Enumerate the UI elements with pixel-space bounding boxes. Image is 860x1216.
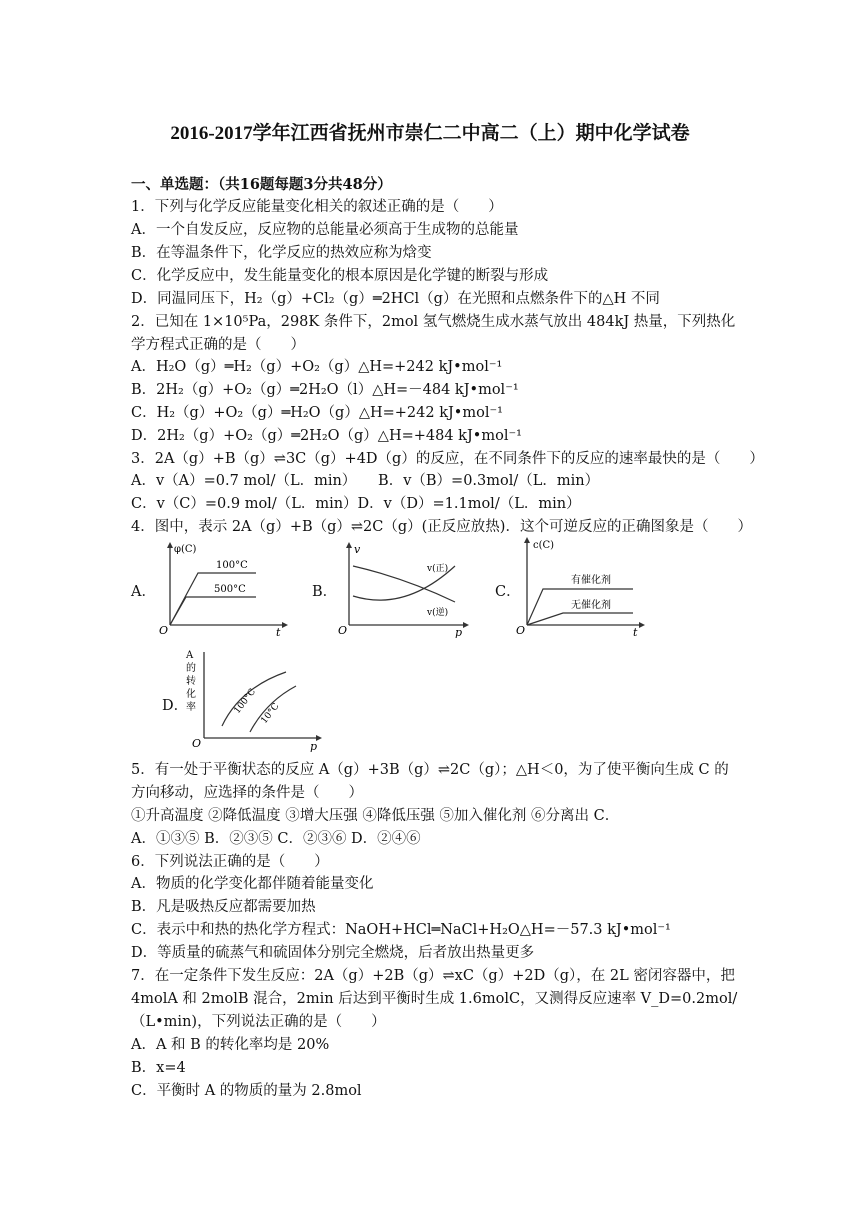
figure-b-label-reverse: v(逆)	[427, 608, 449, 618]
figure-d-xlabel: p	[310, 740, 318, 752]
figure-b-label-forward: v(正)	[427, 564, 449, 574]
figure-d-ylabel-1: A	[186, 650, 194, 661]
figure-a-curve-100	[170, 573, 256, 625]
figure-d-ylabel-4: 化	[186, 689, 196, 700]
q5-stem: 5．有一处于平衡状态的反应 A（g）+3B（g）⇌2C（g）；△H＜0，为了使平衡向生成 C 的	[131, 762, 729, 778]
figure-d-ylabel-2: 的	[186, 663, 196, 674]
q7-option-c: C．平衡时 A 的物质的量为 2.8mol	[131, 1083, 362, 1099]
figure-b-graph	[335, 540, 475, 638]
q2-option-a: A．H₂O（g）═H₂（g）+O₂（g）△H=+242 kJ•mol⁻¹	[131, 359, 503, 375]
figure-a-label-100: 100°C	[216, 560, 248, 571]
q7-stem: 7．在一定条件下发生反应：2A（g）+2B（g）⇌xC（g）+2D（g），在 2L 密闭容器中，把	[131, 968, 735, 984]
q2-option-c: C．H₂（g）+O₂（g）═H₂O（g）△H=+242 kJ•mol⁻¹	[131, 405, 503, 421]
q2-option-d: D．2H₂（g）+O₂（g）═2H₂O（g）△H=+484 kJ•mol⁻¹	[131, 428, 522, 444]
q4-stem: 4．图中，表示 2A（g）+B（g）⇌2C（g）(正反应放热)．这个可逆反应的正确图象是（ ）	[131, 519, 752, 535]
q3-stem: 3．2A（g）+B（g）⇌3C（g）+4D（g）的反应，在不同条件下的反应的速率最快的是（ ）	[131, 451, 764, 467]
figure-c-xlabel: t	[633, 626, 638, 638]
figure-d-graph	[180, 648, 328, 752]
figure-a-label-500: 500°C	[214, 584, 246, 595]
figure-c-curve-no-catalyst	[527, 613, 633, 625]
q5-options: A．①③⑤ B．②③⑤ C．②③⑥ D．②④⑥	[131, 831, 421, 847]
q6-option-c: C．表示中和热的热化学方程式：NaOH+HCl═NaCl+H₂O△H=－57.3 kJ•mol⁻¹	[131, 922, 671, 938]
figure-b-xlabel: p	[455, 626, 463, 638]
q4-option-c-label: C．	[495, 584, 521, 600]
figure-d-label-100: 100°C	[232, 687, 258, 716]
q5-stem-cont: 方向移动，应选择的条件是（ ）	[131, 785, 363, 801]
exam-title: 2016-2017学年江西省抚州市崇仁二中高二（上）期中化学试卷	[170, 123, 690, 144]
q7-option-b: B．x=4	[131, 1060, 186, 1076]
figure-d-label-10: 10°C	[259, 701, 282, 726]
q1-option-b: B．在等温条件下，化学反应的热效应称为焓变	[131, 245, 432, 261]
figure-c-label-no-catalyst: 无催化剂	[571, 600, 611, 611]
q4-option-a-label: A．	[131, 584, 156, 600]
figure-a-xlabel: t	[276, 626, 281, 638]
q6-option-a: A．物质的化学变化都伴随着能量变化	[131, 876, 374, 892]
figure-a-ylabel: φ(C)	[174, 544, 197, 555]
q7-option-a: A．A 和 B 的转化率均是 20%	[131, 1037, 330, 1053]
figure-d-ylabel-5: 率	[186, 702, 196, 713]
q1-stem: 1．下列与化学反应能量变化相关的叙述正确的是（ ）	[131, 199, 503, 215]
figure-a-graph	[150, 540, 290, 638]
q7-stem-cont2: （L•min)，下列说法正确的是（ ）	[131, 1014, 386, 1030]
q4-option-d-label: D．	[162, 698, 189, 714]
q1-option-a: A．一个自发反应，反应物的总能量必须高于生成物的总能量	[131, 222, 519, 238]
q1-option-d: D．同温同压下，H₂（g）+Cl₂（g）═2HCl（g）在光照和点燃条件下的△H 不同	[131, 291, 660, 307]
q3-options-cd: C．v（C）=0.9 mol/（L．min）D．v（D）=1.1mol/（L．min）	[131, 496, 581, 512]
section-heading: 一、单选题：（共16题每题3分共48分）	[131, 176, 392, 193]
q2-stem-cont: 学方程式正确的是（ ）	[131, 337, 305, 353]
q6-option-d: D．等质量的硫蒸气和硫固体分别完全燃烧，后者放出热量更多	[131, 945, 535, 961]
q2-stem: 2．已知在 1×10⁵Pa，298K 条件下，2mol 氢气燃烧生成水蒸气放出 484kJ 热量，下列热化	[131, 314, 736, 330]
q5-conditions: ①升高温度 ②降低温度 ③增大压强 ④降低压强 ⑤加入催化剂 ⑥分离出 C．	[131, 808, 620, 824]
q6-stem: 6．下列说法正确的是（ ）	[131, 854, 329, 870]
q1-option-c: C．化学反应中，发生能量变化的根本原因是化学键的断裂与形成	[131, 268, 549, 284]
q3-options-ab: A．v（A）=0.7 mol/（L．min） B．v（B）=0.3mol/（L．min）	[131, 473, 600, 489]
figure-c-ylabel: c(C)	[533, 540, 555, 551]
figure-d-ylabel-3: 转	[186, 676, 196, 687]
figure-b-origin: O	[338, 624, 348, 637]
figure-a-origin: O	[159, 624, 169, 637]
figure-d-origin: O	[192, 737, 202, 750]
figure-c-graph	[515, 535, 650, 638]
figure-b-ylabel: v	[354, 543, 361, 556]
q2-option-b: B．2H₂（g）+O₂（g）═2H₂O（l）△H=－484 kJ•mol⁻¹	[131, 382, 519, 398]
q4-option-b-label: B．	[312, 584, 338, 600]
q7-stem-cont: 4molA 和 2molB 混合，2min 后达到平衡时生成 1.6molC，又测得反应速率 V_D=0.2mol/	[131, 991, 738, 1007]
figure-c-label-catalyst: 有催化剂	[571, 575, 611, 586]
q6-option-b: B．凡是吸热反应都需要加热	[131, 899, 316, 915]
figure-c-origin: O	[516, 624, 526, 637]
